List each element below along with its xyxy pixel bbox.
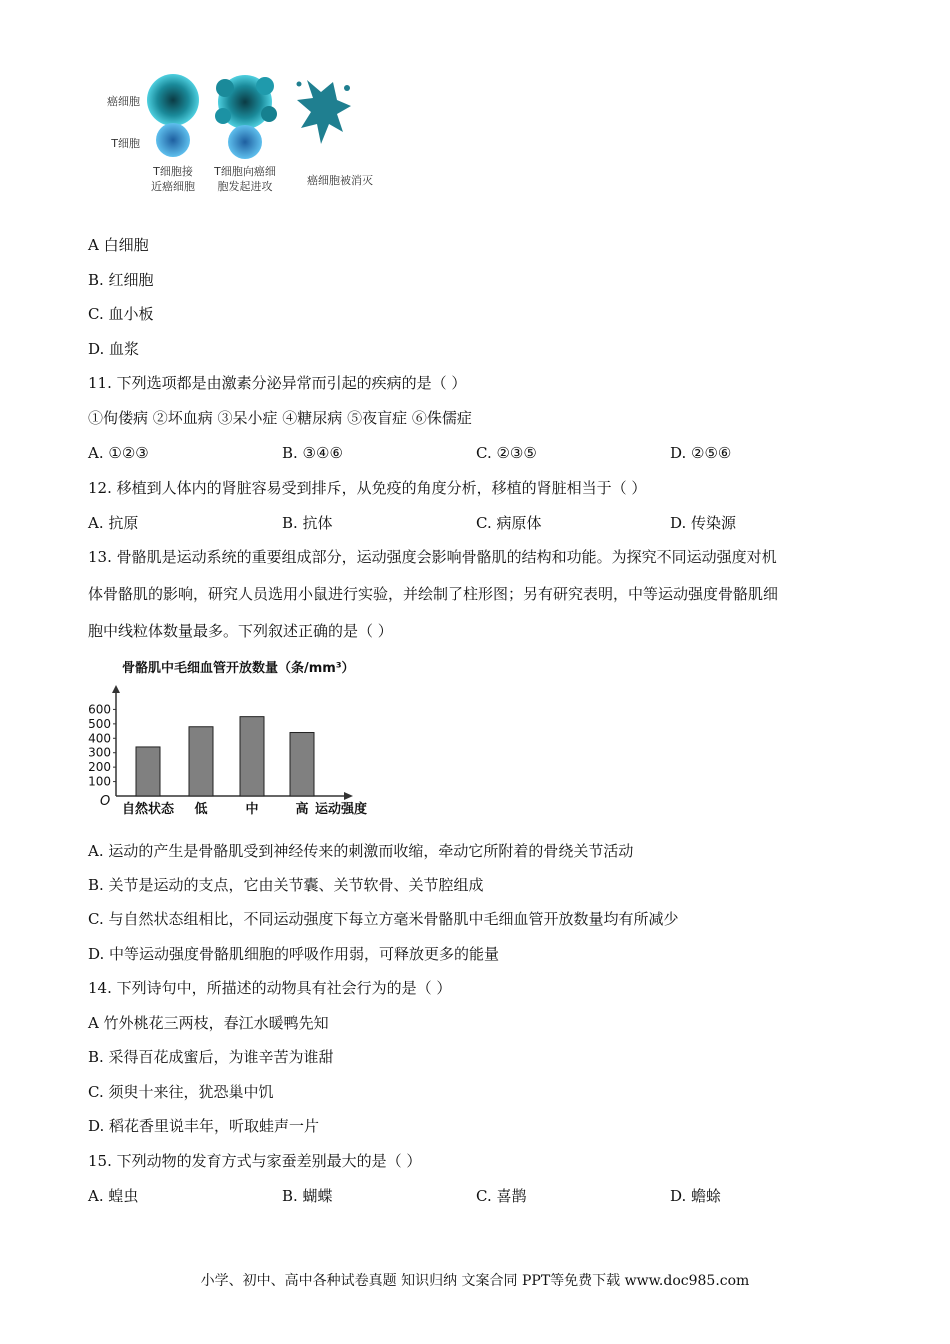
caption-attack: T细胞向癌细 胞发起进攻 <box>214 165 276 193</box>
label-t-cell: T细胞 <box>111 137 140 150</box>
q15-option-c: C. 喜鹊 <box>476 1187 527 1205</box>
q10-option-d: D. 血浆 <box>88 340 140 358</box>
q11-option-b: B. ③④⑥ <box>282 444 343 462</box>
x-tick-label: 自然状态 <box>121 802 175 817</box>
q11-option-a: A. ①②③ <box>88 444 149 462</box>
caption-destroyed: 癌细胞被消灭 <box>307 174 373 187</box>
cancer-cell-2 <box>215 75 277 129</box>
q10-option-b: B. 红细胞 <box>88 271 154 289</box>
q12-stem: 12. 移植到人体内的肾脏容易受到排斥，从免疫的角度分析，移植的肾脏相当于（ ） <box>88 479 647 497</box>
chart-title: 骨骼肌中毛细血管开放数量（条/mm³） <box>122 661 355 676</box>
q10-option-c: C. 血小板 <box>88 305 154 323</box>
q15-stem: 15. 下列动物的发育方式与家蚕差别最大的是（ ） <box>88 1152 422 1170</box>
q13-stem-line-1: 13. 骨骼肌是运动系统的重要组成部分，运动强度会影响骨骼肌的结构和功能。为探究不同运动强度对机 <box>88 548 777 566</box>
q13-option-d: D. 中等运动强度骨骼肌细胞的呼吸作用弱，可释放更多的能量 <box>88 945 500 963</box>
q11-items: ①佝偻病 ②坏血病 ③呆小症 ④糖尿病 ⑤夜盲症 ⑥侏儒症 <box>88 409 472 427</box>
x-tick-label: 高 <box>295 802 309 817</box>
t-cell-1 <box>156 123 190 157</box>
y-tick-label: 300 <box>88 745 111 760</box>
chart-y-ticks <box>88 702 116 788</box>
q12-option-b: B. 抗体 <box>282 514 333 532</box>
q15-option-a: A. 蝗虫 <box>88 1187 139 1205</box>
q12-option-d: D. 传染源 <box>670 514 737 532</box>
q13-option-c: C. 与自然状态组相比，不同运动强度下每立方毫米骨骼肌中毛细血管开放数量均有所减少 <box>88 910 679 928</box>
q14-option-b: B. 采得百花成蜜后，为谁辛苦为谁甜 <box>88 1048 334 1066</box>
page-footer: 小学、初中、高中各种试卷真题 知识归纳 文案合同 PPT等免费下载 www.doc985.com <box>200 1273 750 1289</box>
q15-option-d: D. 蟾蜍 <box>670 1187 722 1205</box>
q13-option-b: B. 关节是运动的支点，它由关节囊、关节软骨、关节腔组成 <box>88 876 484 894</box>
capillary-bar-chart <box>82 655 382 820</box>
q11-option-d: D. ②⑤⑥ <box>670 444 732 462</box>
q13-stem-line-3: 胞中线粒体数量最多。下列叙述正确的是（ ） <box>88 622 393 640</box>
chart-x-ticks <box>122 801 309 817</box>
y-tick-label: 400 <box>88 731 111 746</box>
q12-option-a: A. 抗原 <box>88 514 139 532</box>
y-tick-label: 600 <box>88 702 111 717</box>
q11-option-c: C. ②③⑤ <box>476 444 537 462</box>
q13-stem-line-2: 体骨骼肌的影响，研究人员选用小鼠进行实验，并绘制了柱形图；另有研究表明，中等运动强度骨骼肌细 <box>88 585 779 603</box>
y-tick-label: 100 <box>88 774 111 789</box>
x-axis-arrow <box>344 792 353 800</box>
q12-option-c: C. 病原体 <box>476 514 542 532</box>
destroyed-cell <box>297 80 352 144</box>
y-axis-arrow <box>112 685 120 693</box>
chart-origin: O <box>100 794 111 809</box>
q15-option-b: B. 蝴蝶 <box>282 1187 333 1205</box>
q14-stem: 14. 下列诗句中，所描述的动物具有社会行为的是（ ） <box>88 979 452 997</box>
bar-自然状态 <box>136 747 160 796</box>
x-tick-label: 低 <box>194 802 208 817</box>
cell-images <box>85 70 405 165</box>
q14-option-d: D. 稻花香里说丰年，听取蛙声一片 <box>88 1117 320 1135</box>
bar-中 <box>240 717 264 796</box>
y-tick-label: 200 <box>88 760 111 775</box>
tcell-figure <box>85 70 405 200</box>
bar-低 <box>189 727 213 796</box>
label-cancer-cell: 癌细胞 <box>107 95 140 108</box>
chart-x-axis-label: 运动强度 <box>315 802 368 817</box>
cancer-cell-1 <box>147 74 199 126</box>
x-tick-label: 中 <box>245 802 259 817</box>
y-tick-label: 500 <box>88 716 111 731</box>
q14-option-a: A 竹外桃花三两枝，春江水暖鸭先知 <box>88 1014 329 1032</box>
t-cell-2 <box>228 125 262 159</box>
bar-高 <box>290 733 314 796</box>
chart-bars <box>136 717 314 796</box>
q11-stem: 11. 下列选项都是由激素分泌异常而引起的疾病的是（ ） <box>88 374 467 392</box>
caption-approach: T细胞接 近癌细胞 <box>151 165 195 193</box>
q13-option-a: A. 运动的产生是骨骼肌受到神经传来的刺激而收缩，牵动它所附着的骨绕关节活动 <box>88 842 634 860</box>
q14-option-c: C. 须臾十来往，犹恐巢中饥 <box>88 1083 274 1101</box>
q10-option-a: A 白细胞 <box>88 236 149 254</box>
